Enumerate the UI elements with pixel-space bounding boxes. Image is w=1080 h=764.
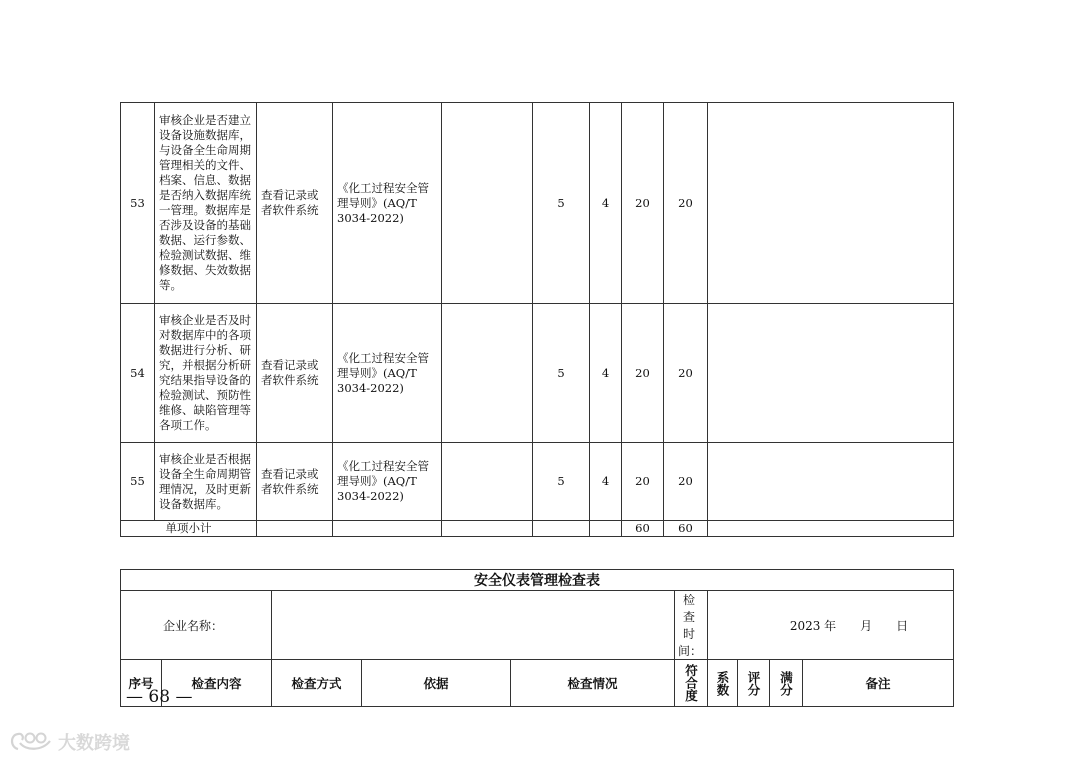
- check-method: 查看记录或者软件系统: [257, 443, 333, 521]
- empty-cell: [533, 521, 590, 537]
- table-row: [121, 304, 954, 443]
- coefficient-value: 4: [590, 103, 622, 304]
- header-content: 检查内容: [162, 660, 272, 707]
- subtotal-score: 60: [622, 521, 664, 537]
- subtotal-label: 单项小计: [121, 521, 257, 537]
- row-number: 54: [121, 304, 155, 443]
- company-name-field[interactable]: [272, 591, 675, 660]
- conformity-value: 5: [533, 103, 590, 304]
- table-row: [121, 103, 954, 304]
- max-score-value: 20: [664, 443, 708, 521]
- coefficient-value: 4: [590, 304, 622, 443]
- check-content: 审核企业是否及时对数据库中的各项数据进行分析、研究，并根据分析研究结果指导设备的检验测试、预防性维修、缺陷管理等各项工作。: [155, 304, 257, 443]
- row-number: 55: [121, 443, 155, 521]
- subtotal-max: 60: [664, 521, 708, 537]
- subtotal-row: [121, 521, 954, 537]
- empty-cell: [257, 521, 333, 537]
- row-number: 53: [121, 103, 155, 304]
- check-method: 查看记录或者软件系统: [257, 304, 333, 443]
- header-basis: 依据: [362, 660, 511, 707]
- check-basis: 《化工过程安全管理导则》(AQ/T 3034-2022): [333, 443, 442, 521]
- check-status: [442, 304, 533, 443]
- watermark-logo-icon: [8, 729, 54, 755]
- max-score-value: 20: [664, 304, 708, 443]
- conformity-value: 5: [533, 443, 590, 521]
- score-value: 20: [622, 103, 664, 304]
- check-content: 审核企业是否建立设备设施数据库，与设备全生命周期管理相关的文件、档案、信息、数据是否纳入数据库统一管理。数据库是否涉及设备的基础数据、运行参数、检验测试数据、维修数据、失效数据等。: [155, 103, 257, 304]
- header-method: 检查方式: [272, 660, 362, 707]
- page-number: — 68 —: [126, 687, 193, 707]
- header-coefficient: 系数: [708, 660, 738, 707]
- note-cell: [708, 443, 954, 521]
- check-method: 查看记录或者软件系统: [257, 103, 333, 304]
- check-date-field[interactable]: 2023 年 月 日: [708, 591, 954, 660]
- company-name-label: 企业名称：: [121, 591, 272, 660]
- form-title: 安全仪表管理检查表: [121, 570, 954, 591]
- check-status: [442, 103, 533, 304]
- note-cell: [708, 103, 954, 304]
- coefficient-value: 4: [590, 443, 622, 521]
- safety-instrument-checklist: [120, 569, 954, 707]
- watermark-text: 大数跨境: [58, 733, 130, 754]
- header-no: 序号: [121, 660, 162, 707]
- header-status: 检查情况: [511, 660, 675, 707]
- check-time-label: 检查时间：: [675, 591, 708, 660]
- empty-cell: [590, 521, 622, 537]
- check-basis: 《化工过程安全管理导则》(AQ/T 3034-2022): [333, 304, 442, 443]
- watermark: [8, 729, 130, 755]
- check-content: 审核企业是否根据设备全生命周期管理情况，及时更新设备数据库。: [155, 443, 257, 521]
- max-score-value: 20: [664, 103, 708, 304]
- inspection-table-continued: [120, 102, 954, 537]
- check-basis: 《化工过程安全管理导则》(AQ/T 3034-2022): [333, 103, 442, 304]
- note-cell: [708, 304, 954, 443]
- empty-cell: [333, 521, 442, 537]
- score-value: 20: [622, 443, 664, 521]
- empty-cell: [708, 521, 954, 537]
- table-row: [121, 443, 954, 521]
- header-conformity: 符合度: [675, 660, 708, 707]
- header-max-score: 满分: [770, 660, 803, 707]
- header-row: [121, 660, 954, 707]
- score-value: 20: [622, 304, 664, 443]
- check-status: [442, 443, 533, 521]
- empty-cell: [442, 521, 533, 537]
- conformity-value: 5: [533, 304, 590, 443]
- header-note: 备注: [803, 660, 954, 707]
- header-score: 评分: [738, 660, 770, 707]
